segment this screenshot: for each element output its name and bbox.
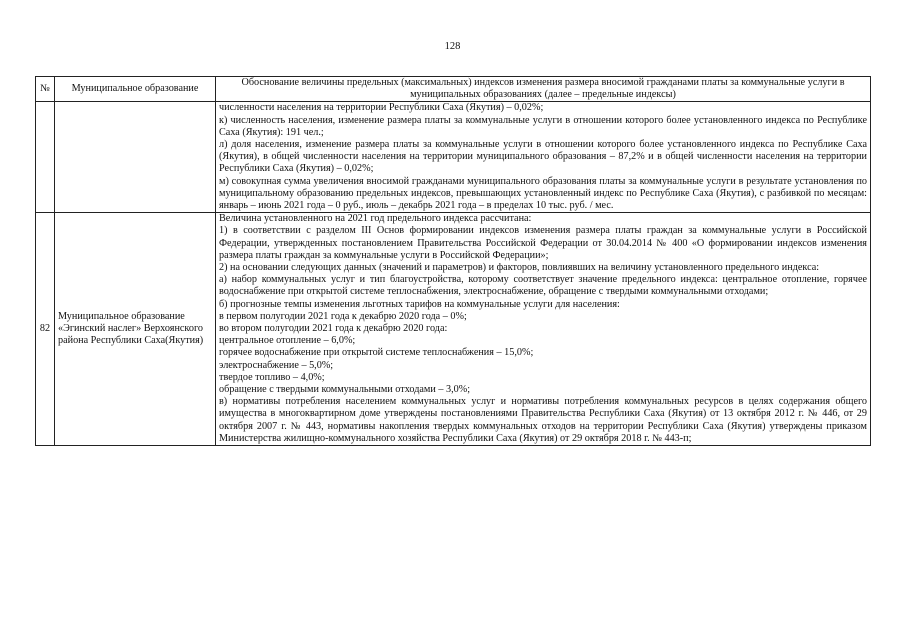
row-number bbox=[36, 102, 55, 213]
row-municipality: Муниципальное образование «Эгинский наслег» Верхоянского района Республики Саха(Якутия) bbox=[55, 213, 216, 446]
paragraph: 2) на основании следующих данных (значений и параметров) и факторов, повлиявших на величину установленного предельного индекса: bbox=[219, 262, 820, 274]
paragraph: электроснабжение – 5,0%; bbox=[219, 359, 334, 371]
header-number: № bbox=[36, 77, 55, 102]
table-header-row bbox=[36, 77, 871, 102]
paragraph: в) нормативы потребления населением коммунальных услуг и нормативы потребления коммунальных ресурсов в целях содержания общего имущества в многоквартирном доме утверждены постановлениями Правительства Республики Саха (Якутия) от 13 октября 2012 г. № 446, от 29 октября 2007 г. № 443, нормативы накопления твердых коммунальных отходов на территории Республики Саха (Якутия) утверждены приказом Министерства жилищно-коммунального хозяйства Республики Саха (Якутия) от 29 октября 2018 г. № 443-п; bbox=[219, 396, 867, 444]
header-municipality: Муниципальное образование bbox=[55, 77, 216, 102]
row-municipality bbox=[55, 102, 216, 213]
row-number: 82 bbox=[36, 213, 55, 446]
paragraph: в первом полугодии 2021 года к декабрю 2020 года – 0%; bbox=[219, 310, 467, 322]
paragraph: л) доля населения, изменение размера платы за коммунальные услуги в отношении которого более установленного индекса по Республике Саха (Якутия), в общей численности населения на территории муниципального образования – 87,2% и в общей численности населения на территории Республики Саха (Якутия) – 0,02%; bbox=[219, 139, 867, 175]
paragraph: численности населения на территории Республики Саха (Якутия) – 0,02%; bbox=[219, 102, 544, 114]
table-row bbox=[36, 102, 871, 213]
paragraph: центральное отопление – 6,0%; bbox=[219, 335, 356, 347]
justification-table bbox=[35, 76, 871, 446]
paragraph: 1) в соответствии с разделом III Основ формировании индексов изменения размера платы граждан за коммунальные услуги в Российской Федерации, утвержденных постановлением Правительства Российской Федерации от 30.04.2014 № 400 «О формировании индексов изменения размера платы граждан за коммунальные услуги в Российской Федерации»; bbox=[219, 225, 867, 261]
paragraph: а) набор коммунальных услуг и тип благоустройства, которому соответствует значение предельного индекса: центральное отопление, горячее водоснабжение при открытой системе теплоснабжения, электроснабжение, обращение с твердыми коммунальными отходами; bbox=[219, 274, 867, 298]
paragraph: б) прогнозные темпы изменения льготных тарифов на коммунальные услуги для населения: bbox=[219, 298, 620, 310]
row-justification bbox=[216, 102, 871, 213]
row-justification bbox=[216, 213, 871, 446]
paragraph: Величина установленного на 2021 год предельного индекса рассчитана: bbox=[219, 213, 532, 225]
paragraph: твердое топливо – 4,0%; bbox=[219, 371, 325, 383]
paragraph: горячее водоснабжение при открытой системе теплоснабжения – 15,0%; bbox=[219, 347, 534, 359]
paragraph: обращение с твердыми коммунальными отходами – 3,0%; bbox=[219, 384, 471, 396]
paragraph: во втором полугодии 2021 года к декабрю 2020 года: bbox=[219, 323, 448, 335]
header-justification: Обоснование величины предельных (максимальных) индексов изменения размера вносимой гражданами платы за коммунальные услуги в муниципальных образованиях (далее – предельные индексы) bbox=[216, 77, 871, 102]
paragraph: к) численность населения, изменение размера платы за коммунальные услуги в отношении которого более установленного индекса по Республике Саха (Якутия): 191 чел.; bbox=[219, 114, 867, 138]
paragraph: м) совокупная сумма увеличения вносимой гражданами муниципального образования платы за коммунальные услуги в результате установления по муниципальному образованию предельных индексов, превышающих установленный индекс по Республике Саха (Якутия), с разбивкой по месяцам: январь – июнь 2021 года – 0 руб., июль – декабрь 2021 года – в пределах 10 тыс. руб. / мес. bbox=[219, 175, 867, 212]
table-row bbox=[36, 213, 871, 446]
page-number: 128 bbox=[444, 41, 461, 52]
